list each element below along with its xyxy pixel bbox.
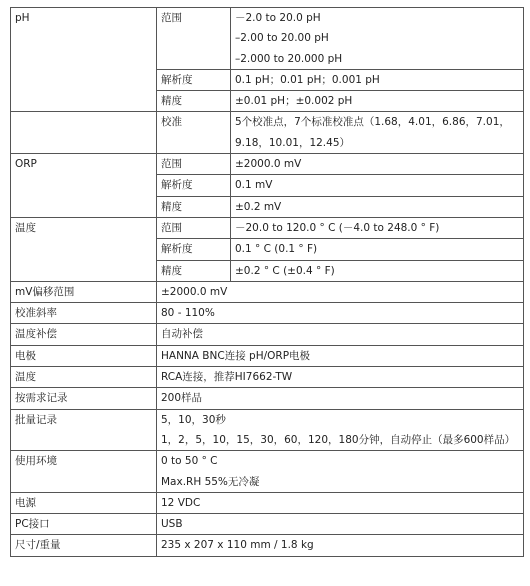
table-row: [11, 324, 524, 345]
ph-accuracy-label: 精度: [157, 91, 231, 112]
row-label: 校准斜率: [11, 303, 157, 324]
environment-value: [157, 451, 524, 493]
row-label: PC接口: [11, 514, 157, 535]
batch-line: 5，10，30秒: [161, 413, 226, 426]
orp-range-label: 范围: [157, 154, 231, 175]
environment-label: 使用环境: [11, 451, 157, 493]
temperature-accuracy-value: ±0.2 ° C (±0.4 ° F): [231, 260, 524, 281]
table-row: [11, 492, 524, 513]
table-row: [11, 281, 524, 302]
ph-label: pH: [11, 8, 157, 112]
table-row: [11, 303, 524, 324]
row-value: 235 x 207 x 110 mm / 1.8 kg: [157, 535, 524, 556]
ph-range-label: 范围: [157, 8, 231, 70]
table-row: [11, 514, 524, 535]
ph-resolution-value: 0.1 pH；0.01 pH；0.001 pH: [231, 69, 524, 90]
batch-line: 1，2，5，10，15，30，60，120，180分钟，自动停止（最多600样品）: [161, 433, 516, 446]
ph-range-line: –2.00 to 20.00 pH: [235, 32, 329, 45]
row-value: RCA连接，推荐HI7662-TW: [157, 367, 524, 388]
row-label: 电极: [11, 345, 157, 366]
table-row: [11, 535, 524, 556]
environment-line: Max.RH 55%无冷凝: [161, 475, 260, 488]
table-row: [11, 217, 524, 238]
ph-range-line: –2.000 to 20.000 pH: [235, 52, 343, 65]
orp-accuracy-label: 精度: [157, 196, 231, 217]
table-row: [11, 388, 524, 409]
row-value: 自动补偿: [157, 324, 524, 345]
row-value: 80 - 110%: [157, 303, 524, 324]
temperature-range-label: 范围: [157, 217, 231, 238]
temperature-range-value: －20.0 to 120.0 ° C (－4.0 to 248.0 ° F): [231, 217, 524, 238]
row-value: HANNA BNC连接 pH/ORP电极: [157, 345, 524, 366]
ph-resolution-label: 解析度: [157, 69, 231, 90]
row-value: 12 VDC: [157, 492, 524, 513]
batch-label: 批量记录: [11, 409, 157, 451]
temperature-label: 温度: [11, 217, 157, 281]
environment-line: 0 to 50 ° C: [161, 455, 218, 468]
ph-range-line: －2.0 to 20.0 pH: [235, 12, 321, 24]
row-value: USB: [157, 514, 524, 535]
row-value: ±2000.0 mV: [157, 281, 524, 302]
spec-table: [10, 7, 524, 557]
row-label: 按需求记录: [11, 388, 157, 409]
batch-value: [157, 409, 524, 451]
orp-resolution-label: 解析度: [157, 175, 231, 196]
temperature-resolution-value: 0.1 ° C (0.1 ° F): [231, 239, 524, 260]
table-row: [11, 367, 524, 388]
temperature-accuracy-label: 精度: [157, 260, 231, 281]
table-row: [11, 154, 524, 175]
row-label: 温度: [11, 367, 157, 388]
ph-range-value: [231, 8, 524, 70]
orp-label: ORP: [11, 154, 157, 218]
table-row: [11, 409, 524, 451]
row-value: 200样品: [157, 388, 524, 409]
orp-resolution-value: 0.1 mV: [231, 175, 524, 196]
table-row: [11, 345, 524, 366]
table-row: [11, 451, 524, 493]
orp-accuracy-value: ±0.2 mV: [231, 196, 524, 217]
ph-calibration-value: 5个校准点，7个标准校准点（1.68，4.01，6.86，7.01，9.18，10.01，12.45）: [231, 112, 524, 154]
ph-accuracy-value: ±0.01 pH；±0.002 pH: [231, 91, 524, 112]
temperature-resolution-label: 解析度: [157, 239, 231, 260]
row-label: 温度补偿: [11, 324, 157, 345]
row-label: 电源: [11, 492, 157, 513]
table-row: [11, 112, 524, 154]
orp-range-value: ±2000.0 mV: [231, 154, 524, 175]
ph-calibration-label: 校准: [157, 112, 231, 154]
row-label: mV偏移范围: [11, 281, 157, 302]
row-label: 尺寸/重量: [11, 535, 157, 556]
ph-label-cont: [11, 112, 157, 154]
